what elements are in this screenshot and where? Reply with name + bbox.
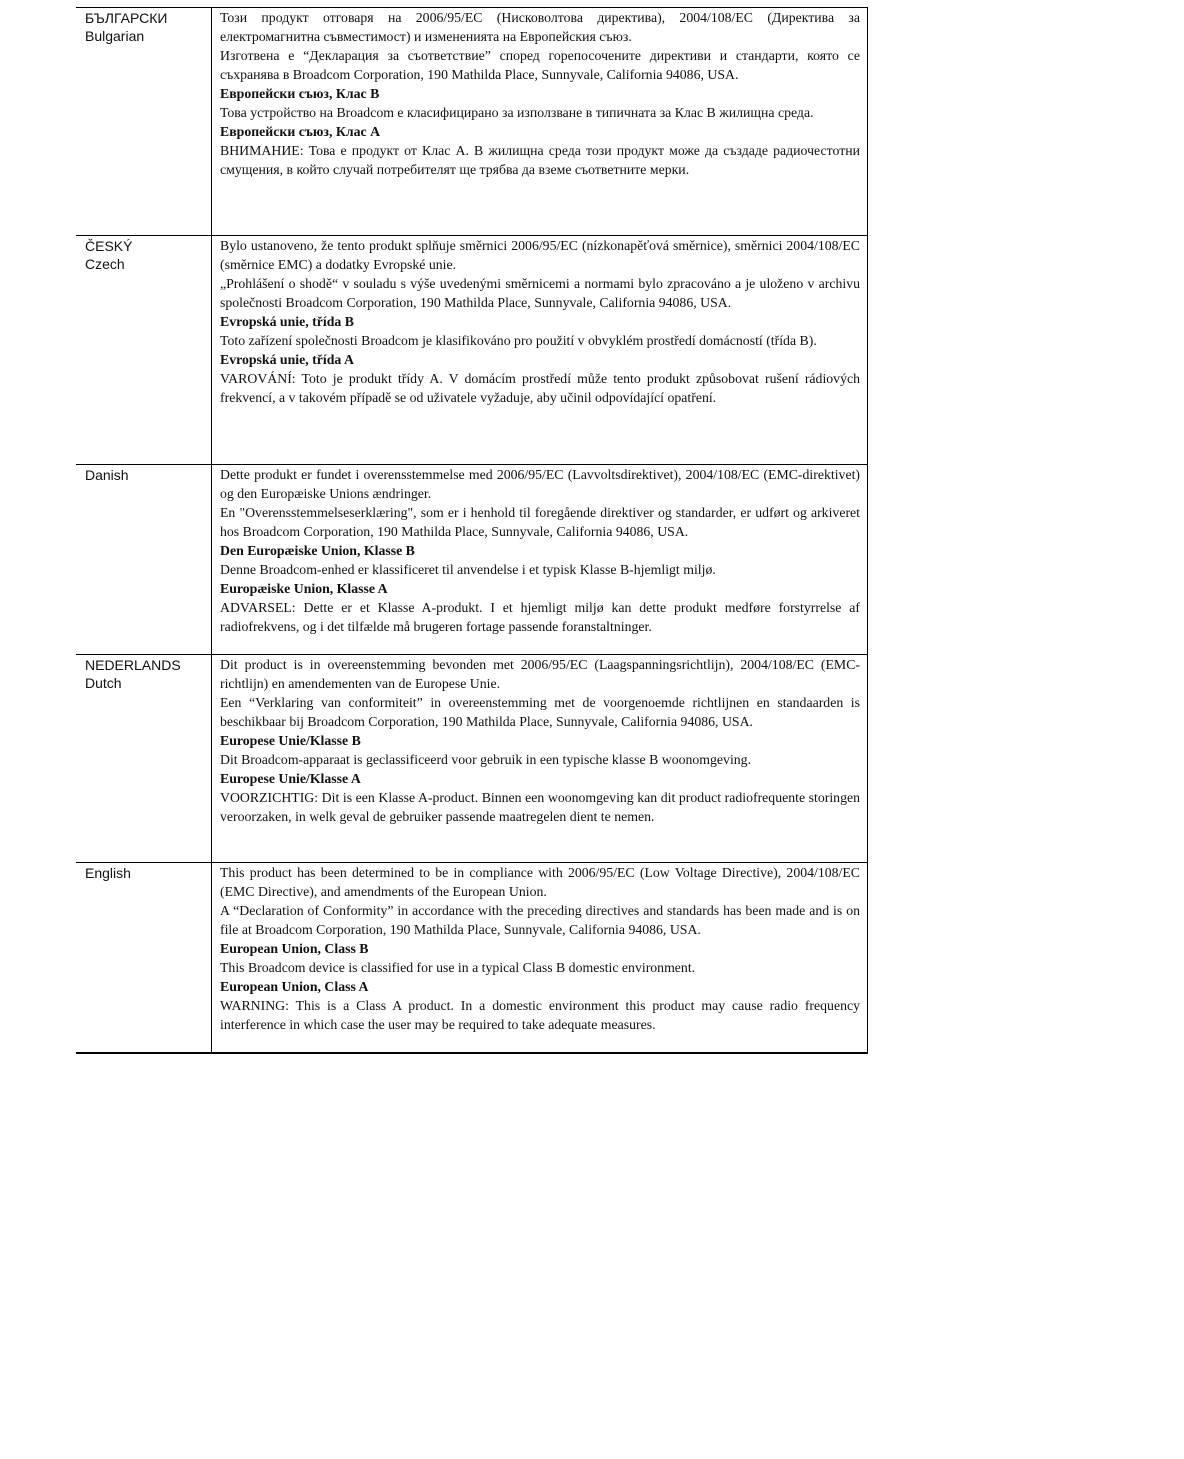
language-native-name: NEDERLANDS [85, 657, 181, 673]
language-cell [76, 863, 212, 1053]
declaration-statement: A “Declaration of Conformity” in accordance with the preceding directives and standards has been made and is on file at Broadcom Corporation, 190 Mathilda Place, Sunnyvale, California 94086, USA. [220, 903, 860, 937]
class-b-heading: Европейски съюз, Клас B [220, 86, 380, 101]
compliance-statement: This product has been determined to be in compliance with 2006/95/EC (Low Voltage Directive), 2004/108/EC (EMC Directive), and amendments of the European Union. [220, 865, 860, 899]
language-cell [76, 8, 212, 236]
language-english-name: Dutch [85, 675, 122, 691]
declaration-statement: Een “Verklaring van conformiteit” in overeenstemming met de voorgenoemde richtlijnen en standaarden is beschikbaar bij Broadcom Corporation, 190 Mathilda Place, Sunnyvale, California 94086, USA. [220, 695, 860, 729]
compliance-table [76, 7, 868, 1054]
language-cell [76, 655, 212, 863]
class-a-heading: Europese Unie/Klasse A [220, 771, 361, 786]
class-b-text: This Broadcom device is classified for use in a typical Class B domestic environment. [220, 960, 696, 975]
language-english-name: Bulgarian [85, 28, 145, 44]
statement-cell [212, 655, 868, 863]
class-b-heading: Europese Unie/Klasse B [220, 733, 361, 748]
statement-cell [212, 8, 868, 236]
compliance-statement: Този продукт отговаря на 2006/95/EC (Нисковолтова директива), 2004/108/EC (Директива за електромагнитна съвместимост) и измененията на Европейския съюз. [220, 10, 860, 44]
table-row [76, 655, 868, 863]
class-a-heading: Evropská unie, třída A [220, 352, 354, 367]
language-native-name: БЪЛГАРСКИ [85, 10, 168, 26]
class-a-text: WARNING: This is a Class A product. In a domestic environment this product may cause radio frequency interference in which case the user may be required to take adequate measures. [220, 998, 860, 1032]
compliance-statement: Dette produkt er fundet i overensstemmelse med 2006/95/EC (Lavvoltsdirektivet), 2004/108/EC (EMC-direktivet) og den Europæiske Unions ændringer. [220, 467, 860, 501]
language-cell [76, 465, 212, 655]
declaration-statement: „Prohlášení o shodě“ v souladu s výše uvedenými směrnicemi a normami bylo zpracováno a je uloženo v archivu společnosti Broadcom Corporation, 190 Mathilda Place, Sunnyvale, California 94086, USA. [220, 276, 860, 310]
declaration-statement: Изготвена е “Декларация за съответствие” според горепосочените директиви и стандарти, която се съхранява в Broadcom Corporation, 190 Mathilda Place, Sunnyvale, California 94086, USA. [220, 48, 860, 82]
class-a-heading: European Union, Class A [220, 979, 369, 994]
language-native-name: English [85, 865, 131, 881]
class-a-heading: Europæiske Union, Klasse A [220, 581, 388, 596]
class-a-text: VAROVÁNÍ: Toto je produkt třídy A. V domácím prostředí může tento produkt způsobovat rušení rádiových frekvencí, a v takovém případě se od uživatele vyžaduje, aby učinil odpovídající opatření. [220, 371, 860, 405]
statement-cell [212, 465, 868, 655]
statement-cell [212, 236, 868, 465]
class-a-heading: Европейски съюз, Клас A [220, 124, 381, 139]
class-b-heading: Den Europæiske Union, Klasse B [220, 543, 415, 558]
statement-cell [212, 863, 868, 1053]
class-b-text: Denne Broadcom-enhed er klassificeret til anvendelse i et typisk Klasse B-hjemligt miljø. [220, 562, 716, 577]
class-a-text: ВНИМАНИЕ: Това е продукт от Клас A. В жилищна среда този продукт може да създаде радиочестотни смущения, в който случай потребителят ще трябва да вземе съответните мерки. [220, 143, 860, 177]
class-a-text: ADVARSEL: Dette er et Klasse A-produkt. I et hjemligt miljø kan dette produkt medføre forstyrrelse af radiofrekvens, og i det tilfælde må brugeren fortage passende foranstaltninger. [220, 600, 860, 634]
class-b-text: Това устройство на Broadcom е класифицирано за използване в типичната за Клас B жилищна среда. [220, 105, 814, 120]
language-native-name: ČESKÝ [85, 238, 133, 254]
compliance-statement: Bylo ustanoveno, že tento produkt splňuje směrnici 2006/95/EC (nízkonapěťová směrnice), směrnici 2004/108/EC (směrnice EMC) a dodatky Evropské unie. [220, 238, 860, 272]
class-b-text: Toto zařízení společnosti Broadcom je klasifikováno pro použití v obvyklém prostředí domácností (třída B). [220, 333, 817, 348]
class-b-heading: Evropská unie, třída B [220, 314, 354, 329]
compliance-statement: Dit product is in overeenstemming bevonden met 2006/95/EC (Laagspanningsrichtlijn), 2004/108/EC (EMC-richtlijn) en amendementen van de Europese Unie. [220, 657, 860, 691]
class-b-text: Dit Broadcom-apparaat is geclassificeerd voor gebruik in een typische klasse B woonomgeving. [220, 752, 752, 767]
table-row [76, 863, 868, 1053]
class-b-heading: European Union, Class B [220, 941, 369, 956]
table-row [76, 465, 868, 655]
language-english-name: Czech [85, 256, 125, 272]
table-row [76, 8, 868, 236]
class-a-text: VOORZICHTIG: Dit is een Klasse A-product. Binnen een woonomgeving kan dit product radiofrequente storingen veroorzaken, in welk geval de gebruiker passende maatregelen dient te nemen. [220, 790, 860, 824]
table-row [76, 236, 868, 465]
language-native-name: Danish [85, 467, 129, 483]
language-cell [76, 236, 212, 465]
declaration-statement: En "Overensstemmelseserklæring", som er i henhold til foregående direktiver og standarder, er udført og arkiveret hos Broadcom Corporation, 190 Mathilda Place, Sunnyvale, California 94086, USA. [220, 505, 860, 539]
